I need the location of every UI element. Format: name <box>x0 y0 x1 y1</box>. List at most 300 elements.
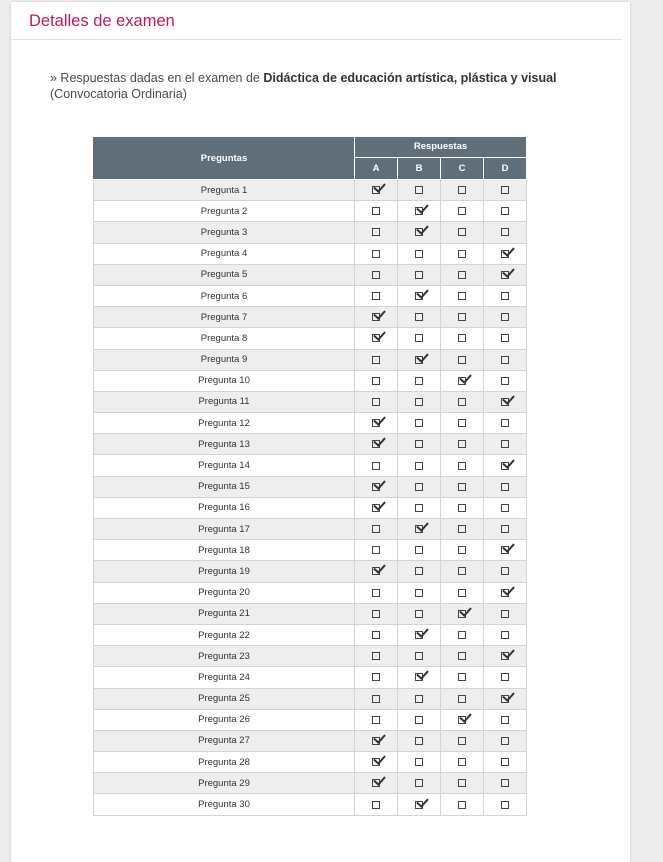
table-row <box>94 349 527 370</box>
answer-cell-a <box>355 582 398 603</box>
checkbox-icon <box>501 779 509 787</box>
checkbox-icon <box>372 695 380 703</box>
checked-checkbox-icon <box>501 250 509 258</box>
answer-cell-b <box>398 222 441 243</box>
question-label: Pregunta 13 <box>94 434 355 455</box>
checkbox-icon <box>372 801 380 809</box>
answer-cell-b <box>398 497 441 518</box>
table-row <box>94 264 527 285</box>
checkbox-icon <box>501 419 509 427</box>
answer-cell-a <box>355 455 398 476</box>
answer-cell-b <box>398 370 441 391</box>
answer-cell-c <box>441 497 484 518</box>
question-label: Pregunta 20 <box>94 582 355 603</box>
checked-checkbox-icon <box>415 525 423 533</box>
checked-checkbox-icon <box>415 356 423 364</box>
question-label: Pregunta 25 <box>94 688 355 709</box>
answer-cell-a <box>355 752 398 773</box>
answer-cell-d <box>484 646 527 667</box>
checkbox-icon <box>501 525 509 533</box>
checkbox-icon <box>458 652 466 660</box>
answer-cell-d <box>484 222 527 243</box>
header-questions: Preguntas <box>94 137 355 180</box>
answer-cell-c <box>441 540 484 561</box>
question-label: Pregunta 27 <box>94 730 355 751</box>
answers-table <box>93 136 527 816</box>
checkbox-icon <box>372 398 380 406</box>
answer-cell-a <box>355 222 398 243</box>
answer-cell-c <box>441 370 484 391</box>
answer-cell-b <box>398 413 441 434</box>
checkbox-icon <box>372 356 380 364</box>
table-row <box>94 285 527 306</box>
answer-cell-d <box>484 794 527 815</box>
answer-cell-c <box>441 688 484 709</box>
answer-cell-c <box>441 476 484 497</box>
checkbox-icon <box>458 440 466 448</box>
answer-cell-c <box>441 773 484 794</box>
checked-checkbox-icon <box>372 440 380 448</box>
answer-cell-a <box>355 497 398 518</box>
table-row <box>94 603 527 624</box>
checkbox-icon <box>501 737 509 745</box>
checked-checkbox-icon <box>415 673 423 681</box>
table-row <box>94 709 527 730</box>
table-row <box>94 413 527 434</box>
answer-cell-b <box>398 667 441 688</box>
answer-cell-b <box>398 773 441 794</box>
table-row <box>94 773 527 794</box>
checkbox-icon <box>458 271 466 279</box>
table-row <box>94 391 527 412</box>
checkbox-icon <box>501 483 509 491</box>
checkbox-icon <box>372 631 380 639</box>
answer-cell-d <box>484 264 527 285</box>
table-row <box>94 434 527 455</box>
exam-intro <box>50 70 610 102</box>
question-label: Pregunta 11 <box>94 391 355 412</box>
answer-cell-c <box>441 561 484 582</box>
checkbox-icon <box>415 779 423 787</box>
checkbox-icon <box>415 652 423 660</box>
question-label: Pregunta 22 <box>94 624 355 645</box>
answer-cell-a <box>355 773 398 794</box>
answer-cell-d <box>484 667 527 688</box>
exam-details-card <box>11 2 630 862</box>
answer-cell-a <box>355 561 398 582</box>
answer-cell-c <box>441 285 484 306</box>
answer-cell-d <box>484 285 527 306</box>
answer-cell-b <box>398 455 441 476</box>
checkbox-icon <box>458 631 466 639</box>
checkbox-icon <box>415 462 423 470</box>
table-row <box>94 519 527 540</box>
checkbox-icon <box>501 440 509 448</box>
table-row <box>94 624 527 645</box>
table-row <box>94 688 527 709</box>
question-label: Pregunta 21 <box>94 603 355 624</box>
answer-cell-a <box>355 519 398 540</box>
answer-cell-c <box>441 243 484 264</box>
header-answers: Respuestas <box>355 137 527 158</box>
answer-cell-a <box>355 603 398 624</box>
checkbox-icon <box>458 313 466 321</box>
table-row <box>94 328 527 349</box>
answer-cell-d <box>484 497 527 518</box>
answer-cell-c <box>441 794 484 815</box>
answer-cell-d <box>484 370 527 391</box>
checkbox-icon <box>415 567 423 575</box>
answer-cell-b <box>398 603 441 624</box>
checkbox-icon <box>458 567 466 575</box>
checkbox-icon <box>415 758 423 766</box>
answer-cell-b <box>398 709 441 730</box>
answer-cell-b <box>398 307 441 328</box>
header-option-a: A <box>355 157 398 179</box>
answer-cell-b <box>398 752 441 773</box>
answer-cell-a <box>355 370 398 391</box>
answer-cell-a <box>355 180 398 201</box>
answer-cell-a <box>355 540 398 561</box>
checkbox-icon <box>372 377 380 385</box>
checked-checkbox-icon <box>458 610 466 618</box>
checkbox-icon <box>415 546 423 554</box>
answer-cell-b <box>398 794 441 815</box>
checkbox-icon <box>415 398 423 406</box>
table-row <box>94 540 527 561</box>
answer-cell-d <box>484 243 527 264</box>
answer-cell-b <box>398 624 441 645</box>
checkbox-icon <box>501 801 509 809</box>
table-row <box>94 730 527 751</box>
checkbox-icon <box>458 462 466 470</box>
checkbox-icon <box>501 292 509 300</box>
checkbox-icon <box>458 546 466 554</box>
table-row <box>94 667 527 688</box>
answer-cell-b <box>398 434 441 455</box>
checkbox-icon <box>458 737 466 745</box>
checkbox-icon <box>415 440 423 448</box>
answer-cell-c <box>441 582 484 603</box>
answer-cell-b <box>398 476 441 497</box>
checkbox-icon <box>372 271 380 279</box>
answer-cell-a <box>355 667 398 688</box>
answer-cell-b <box>398 391 441 412</box>
answer-cell-d <box>484 709 527 730</box>
answer-cell-b <box>398 180 441 201</box>
checked-checkbox-icon <box>372 186 380 194</box>
answer-cell-c <box>441 180 484 201</box>
answer-cell-a <box>355 307 398 328</box>
question-label: Pregunta 28 <box>94 752 355 773</box>
checkbox-icon <box>415 377 423 385</box>
answer-cell-a <box>355 285 398 306</box>
question-label: Pregunta 19 <box>94 561 355 582</box>
answers-body <box>94 180 527 816</box>
answer-cell-d <box>484 201 527 222</box>
checkbox-icon <box>501 631 509 639</box>
checkbox-icon <box>372 652 380 660</box>
answer-cell-c <box>441 519 484 540</box>
answer-cell-b <box>398 540 441 561</box>
question-label: Pregunta 26 <box>94 709 355 730</box>
checkbox-icon <box>501 504 509 512</box>
checkbox-icon <box>372 673 380 681</box>
checkbox-icon <box>458 483 466 491</box>
answer-cell-b <box>398 243 441 264</box>
checkbox-icon <box>501 610 509 618</box>
table-row <box>94 794 527 815</box>
answer-cell-d <box>484 603 527 624</box>
checkbox-icon <box>458 250 466 258</box>
question-label: Pregunta 3 <box>94 222 355 243</box>
answer-cell-c <box>441 201 484 222</box>
answer-cell-b <box>398 561 441 582</box>
checkbox-icon <box>501 186 509 194</box>
answer-cell-a <box>355 646 398 667</box>
checked-checkbox-icon <box>372 313 380 321</box>
answer-cell-c <box>441 391 484 412</box>
checkbox-icon <box>372 207 380 215</box>
answer-cell-d <box>484 752 527 773</box>
answer-cell-d <box>484 476 527 497</box>
table-row <box>94 370 527 391</box>
table-row <box>94 201 527 222</box>
checkbox-icon <box>501 567 509 575</box>
checked-checkbox-icon <box>415 292 423 300</box>
answer-cell-d <box>484 624 527 645</box>
header-option-b: B <box>398 157 441 179</box>
answer-cell-a <box>355 730 398 751</box>
answer-cell-c <box>441 264 484 285</box>
answer-cell-a <box>355 243 398 264</box>
answer-cell-c <box>441 603 484 624</box>
answer-cell-a <box>355 624 398 645</box>
checked-checkbox-icon <box>415 207 423 215</box>
checkbox-icon <box>458 801 466 809</box>
checkbox-icon <box>372 292 380 300</box>
question-label: Pregunta 10 <box>94 370 355 391</box>
checkbox-icon <box>372 589 380 597</box>
answer-cell-a <box>355 201 398 222</box>
checkbox-icon <box>501 356 509 364</box>
title-divider <box>11 39 622 40</box>
answer-cell-b <box>398 201 441 222</box>
answer-cell-d <box>484 307 527 328</box>
checked-checkbox-icon <box>501 652 509 660</box>
table-row <box>94 476 527 497</box>
answer-cell-a <box>355 328 398 349</box>
answer-cell-c <box>441 709 484 730</box>
checked-checkbox-icon <box>372 758 380 766</box>
checked-checkbox-icon <box>415 228 423 236</box>
answer-cell-b <box>398 730 441 751</box>
checked-checkbox-icon <box>415 631 423 639</box>
question-label: Pregunta 4 <box>94 243 355 264</box>
question-label: Pregunta 23 <box>94 646 355 667</box>
answer-cell-a <box>355 794 398 815</box>
answer-cell-a <box>355 264 398 285</box>
table-row <box>94 243 527 264</box>
answer-cell-d <box>484 413 527 434</box>
checked-checkbox-icon <box>458 716 466 724</box>
answer-cell-c <box>441 328 484 349</box>
checkbox-icon <box>415 589 423 597</box>
question-label: Pregunta 1 <box>94 180 355 201</box>
answer-cell-b <box>398 582 441 603</box>
table-row <box>94 561 527 582</box>
answer-cell-a <box>355 709 398 730</box>
checkbox-icon <box>458 398 466 406</box>
checked-checkbox-icon <box>501 271 509 279</box>
checkbox-icon <box>415 271 423 279</box>
checkbox-icon <box>501 313 509 321</box>
answer-cell-a <box>355 349 398 370</box>
table-row <box>94 497 527 518</box>
answer-cell-a <box>355 476 398 497</box>
answer-cell-d <box>484 582 527 603</box>
checkbox-icon <box>458 356 466 364</box>
checkbox-icon <box>372 610 380 618</box>
page-title: Detalles de examen <box>29 12 175 30</box>
answer-cell-d <box>484 180 527 201</box>
checkbox-icon <box>501 207 509 215</box>
answer-cell-c <box>441 413 484 434</box>
checked-checkbox-icon <box>372 567 380 575</box>
checkbox-icon <box>458 334 466 342</box>
checkbox-icon <box>415 419 423 427</box>
checked-checkbox-icon <box>501 462 509 470</box>
answer-cell-d <box>484 519 527 540</box>
checked-checkbox-icon <box>372 504 380 512</box>
answer-cell-c <box>441 349 484 370</box>
header-option-c: C <box>441 157 484 179</box>
checkbox-icon <box>501 228 509 236</box>
checkbox-icon <box>458 589 466 597</box>
checkbox-icon <box>458 419 466 427</box>
checkbox-icon <box>372 250 380 258</box>
question-label: Pregunta 14 <box>94 455 355 476</box>
checkbox-icon <box>372 462 380 470</box>
question-label: Pregunta 29 <box>94 773 355 794</box>
checkbox-icon <box>372 228 380 236</box>
checkbox-icon <box>415 483 423 491</box>
question-label: Pregunta 16 <box>94 497 355 518</box>
answer-cell-c <box>441 667 484 688</box>
answer-cell-b <box>398 285 441 306</box>
question-label: Pregunta 17 <box>94 519 355 540</box>
answer-cell-b <box>398 688 441 709</box>
question-label: Pregunta 6 <box>94 285 355 306</box>
question-label: Pregunta 7 <box>94 307 355 328</box>
answer-cell-b <box>398 646 441 667</box>
answer-cell-a <box>355 391 398 412</box>
checkbox-icon <box>501 377 509 385</box>
question-label: Pregunta 30 <box>94 794 355 815</box>
answer-cell-d <box>484 540 527 561</box>
answer-cell-b <box>398 519 441 540</box>
checked-checkbox-icon <box>501 546 509 554</box>
checkbox-icon <box>458 673 466 681</box>
question-label: Pregunta 9 <box>94 349 355 370</box>
answer-cell-d <box>484 730 527 751</box>
table-row <box>94 455 527 476</box>
checkbox-icon <box>458 207 466 215</box>
question-label: Pregunta 15 <box>94 476 355 497</box>
answer-cell-d <box>484 561 527 582</box>
checked-checkbox-icon <box>372 779 380 787</box>
question-label: Pregunta 18 <box>94 540 355 561</box>
checked-checkbox-icon <box>372 483 380 491</box>
answer-cell-c <box>441 624 484 645</box>
checkbox-icon <box>415 504 423 512</box>
checkbox-icon <box>501 673 509 681</box>
checkbox-icon <box>415 610 423 618</box>
exam-session: (Convocatoria Ordinaria) <box>50 87 187 101</box>
checked-checkbox-icon <box>501 695 509 703</box>
table-row <box>94 307 527 328</box>
answer-cell-c <box>441 730 484 751</box>
answer-cell-c <box>441 752 484 773</box>
intro-prefix: » Respuestas dadas en el examen de <box>50 71 264 85</box>
answer-cell-d <box>484 455 527 476</box>
answer-cell-c <box>441 646 484 667</box>
answer-cell-d <box>484 434 527 455</box>
checked-checkbox-icon <box>372 737 380 745</box>
checkbox-icon <box>501 716 509 724</box>
answer-cell-c <box>441 434 484 455</box>
checkbox-icon <box>458 186 466 194</box>
table-row <box>94 180 527 201</box>
answer-cell-d <box>484 328 527 349</box>
table-row <box>94 646 527 667</box>
checkbox-icon <box>372 716 380 724</box>
checkbox-icon <box>415 695 423 703</box>
header-option-d: D <box>484 157 527 179</box>
checked-checkbox-icon <box>501 398 509 406</box>
checked-checkbox-icon <box>372 334 380 342</box>
question-label: Pregunta 12 <box>94 413 355 434</box>
answer-cell-b <box>398 264 441 285</box>
checkbox-icon <box>458 525 466 533</box>
question-label: Pregunta 8 <box>94 328 355 349</box>
answer-cell-d <box>484 773 527 794</box>
table-row <box>94 222 527 243</box>
checkbox-icon <box>415 313 423 321</box>
answer-cell-a <box>355 434 398 455</box>
checkbox-icon <box>458 504 466 512</box>
checked-checkbox-icon <box>501 589 509 597</box>
checkbox-icon <box>415 186 423 194</box>
exam-subject: Didáctica de educación artística, plástica y visual <box>263 71 557 85</box>
question-label: Pregunta 5 <box>94 264 355 285</box>
checked-checkbox-icon <box>458 377 466 385</box>
table-row <box>94 582 527 603</box>
checkbox-icon <box>415 334 423 342</box>
checkbox-icon <box>372 525 380 533</box>
answer-cell-b <box>398 328 441 349</box>
checkbox-icon <box>458 228 466 236</box>
answer-cell-a <box>355 688 398 709</box>
checkbox-icon <box>372 546 380 554</box>
checkbox-icon <box>458 779 466 787</box>
answer-cell-c <box>441 307 484 328</box>
answer-cell-a <box>355 413 398 434</box>
checkbox-icon <box>415 250 423 258</box>
answer-cell-c <box>441 455 484 476</box>
answer-cell-b <box>398 349 441 370</box>
checkbox-icon <box>458 292 466 300</box>
